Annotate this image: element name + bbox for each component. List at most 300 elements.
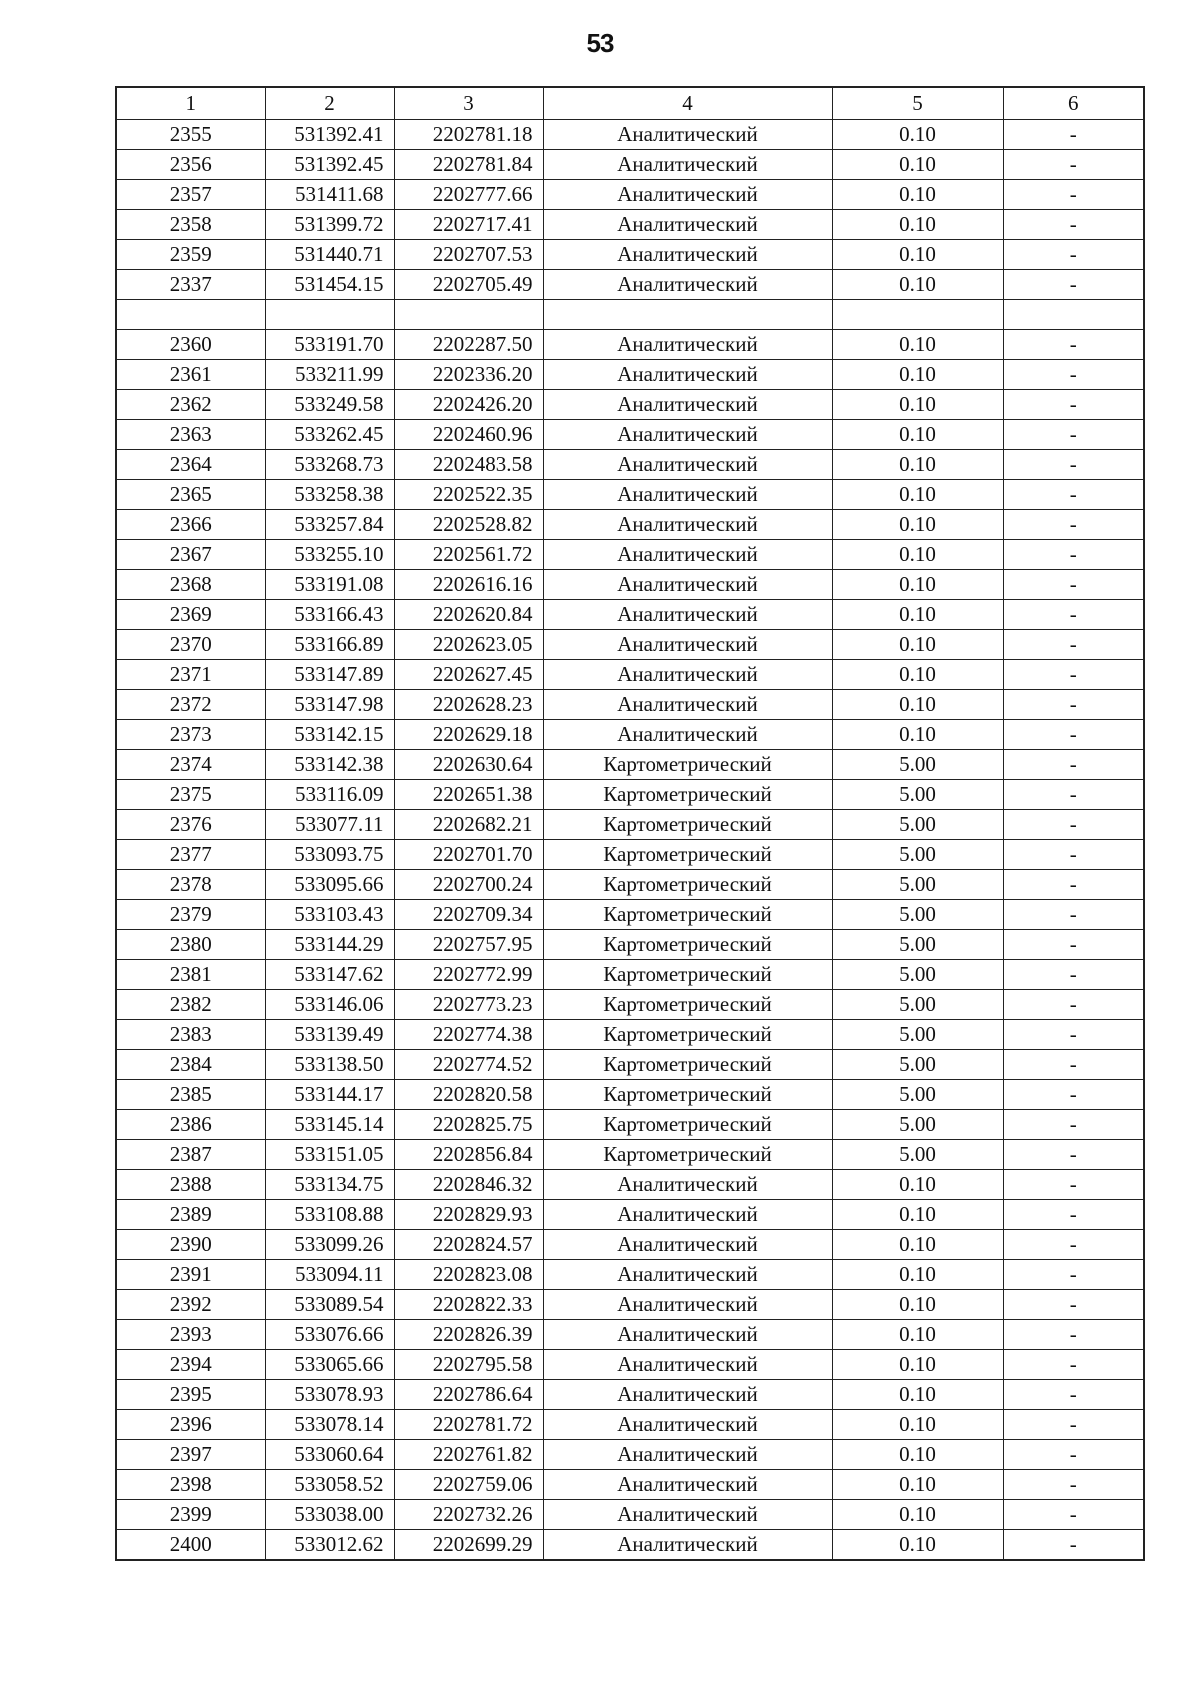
note-cell: - [1003,1320,1144,1350]
x-coordinate-cell: 533191.70 [265,330,394,360]
method-cell: Аналитический [543,390,832,420]
method-cell: Аналитический [543,510,832,540]
method-cell: Аналитический [543,480,832,510]
y-coordinate-cell: 2202699.29 [394,1530,543,1561]
point-number-cell: 2359 [116,240,265,270]
x-coordinate-cell: 533093.75 [265,840,394,870]
accuracy-cell: 0.10 [832,270,1003,300]
y-coordinate-cell: 2202732.26 [394,1500,543,1530]
accuracy-cell: 0.10 [832,420,1003,450]
x-coordinate-cell: 533268.73 [265,450,394,480]
x-coordinate-cell: 533138.50 [265,1050,394,1080]
table-row [116,390,1144,420]
note-cell: - [1003,870,1144,900]
method-cell: Картометрический [543,780,832,810]
table-row [116,870,1144,900]
table-row [116,360,1144,390]
method-cell: Аналитический [543,600,832,630]
table-row [116,780,1144,810]
table-row [116,420,1144,450]
table-body [116,120,1144,1561]
method-cell: Картометрический [543,1080,832,1110]
point-number-cell: 2384 [116,1050,265,1080]
note-cell: - [1003,1110,1144,1140]
point-number-cell: 2368 [116,570,265,600]
y-coordinate-cell: 2202651.38 [394,780,543,810]
accuracy-cell: 5.00 [832,990,1003,1020]
accuracy-cell: 5.00 [832,810,1003,840]
y-coordinate-cell: 2202627.45 [394,660,543,690]
y-coordinate-cell: 2202707.53 [394,240,543,270]
y-coordinate-cell: 2202757.95 [394,930,543,960]
accuracy-cell: 0.10 [832,1260,1003,1290]
accuracy-cell: 5.00 [832,1020,1003,1050]
method-cell: Аналитический [543,1170,832,1200]
table-row [116,570,1144,600]
column-header: 6 [1003,87,1144,120]
table-row [116,1050,1144,1080]
note-cell: - [1003,150,1144,180]
note-cell: - [1003,540,1144,570]
method-cell: Аналитический [543,360,832,390]
note-cell: - [1003,390,1144,420]
point-number-cell: 2364 [116,450,265,480]
point-number-cell: 2378 [116,870,265,900]
y-coordinate-cell: 2202700.24 [394,870,543,900]
table-row [116,1020,1144,1050]
note-cell: - [1003,240,1144,270]
accuracy-cell: 0.10 [832,120,1003,150]
method-cell: Картометрический [543,930,832,960]
accuracy-cell: 5.00 [832,1080,1003,1110]
y-coordinate-cell: 2202825.75 [394,1110,543,1140]
x-coordinate-cell: 531454.15 [265,270,394,300]
y-coordinate-cell: 2202528.82 [394,510,543,540]
x-coordinate-cell: 533147.89 [265,660,394,690]
y-coordinate-cell: 2202426.20 [394,390,543,420]
x-coordinate-cell: 533146.06 [265,990,394,1020]
accuracy-cell: 0.10 [832,450,1003,480]
x-coordinate-cell: 533166.43 [265,600,394,630]
accuracy-cell: 5.00 [832,1050,1003,1080]
accuracy-cell: 0.10 [832,1440,1003,1470]
y-coordinate-cell: 2202820.58 [394,1080,543,1110]
x-coordinate-cell: 533147.98 [265,690,394,720]
point-number-cell [116,300,265,330]
point-number-cell: 2337 [116,270,265,300]
point-number-cell: 2398 [116,1470,265,1500]
y-coordinate-cell: 2202781.72 [394,1410,543,1440]
x-coordinate-cell: 533151.05 [265,1140,394,1170]
point-number-cell: 2377 [116,840,265,870]
y-coordinate-cell: 2202774.38 [394,1020,543,1050]
table-row [116,1500,1144,1530]
table-row [116,1410,1144,1440]
point-number-cell: 2390 [116,1230,265,1260]
accuracy-cell: 0.10 [832,390,1003,420]
table-row [116,1320,1144,1350]
method-cell: Картометрический [543,870,832,900]
table-row [116,300,1144,330]
point-number-cell: 2387 [116,1140,265,1170]
note-cell: - [1003,660,1144,690]
y-coordinate-cell: 2202761.82 [394,1440,543,1470]
point-number-cell: 2367 [116,540,265,570]
point-number-cell: 2355 [116,120,265,150]
point-number-cell: 2375 [116,780,265,810]
table-row [116,1260,1144,1290]
x-coordinate-cell: 533191.08 [265,570,394,600]
x-coordinate-cell: 533144.17 [265,1080,394,1110]
table-row [116,720,1144,750]
y-coordinate-cell: 2202561.72 [394,540,543,570]
note-cell: - [1003,1530,1144,1561]
note-cell: - [1003,120,1144,150]
point-number-cell: 2365 [116,480,265,510]
table-row [116,1110,1144,1140]
note-cell: - [1003,1080,1144,1110]
x-coordinate-cell: 533134.75 [265,1170,394,1200]
x-coordinate-cell: 533147.62 [265,960,394,990]
accuracy-cell: 0.10 [832,1170,1003,1200]
note-cell: - [1003,600,1144,630]
point-number-cell: 2374 [116,750,265,780]
accuracy-cell: 0.10 [832,330,1003,360]
x-coordinate-cell: 533077.11 [265,810,394,840]
note-cell: - [1003,510,1144,540]
accuracy-cell: 0.10 [832,360,1003,390]
note-cell: - [1003,210,1144,240]
note-cell: - [1003,750,1144,780]
y-coordinate-cell: 2202629.18 [394,720,543,750]
point-number-cell: 2358 [116,210,265,240]
y-coordinate-cell: 2202701.70 [394,840,543,870]
x-coordinate-cell: 533257.84 [265,510,394,540]
point-number-cell: 2379 [116,900,265,930]
table-row [116,270,1144,300]
note-cell: - [1003,270,1144,300]
y-coordinate-cell: 2202287.50 [394,330,543,360]
table-row [116,150,1144,180]
point-number-cell: 2376 [116,810,265,840]
note-cell: - [1003,420,1144,450]
accuracy-cell: 5.00 [832,960,1003,990]
accuracy-cell: 5.00 [832,930,1003,960]
x-coordinate-cell: 533095.66 [265,870,394,900]
method-cell: Аналитический [543,270,832,300]
note-cell: - [1003,1020,1144,1050]
table-header-row [116,87,1144,120]
method-cell: Аналитический [543,630,832,660]
point-number-cell: 2392 [116,1290,265,1320]
method-cell: Аналитический [543,1230,832,1260]
y-coordinate-cell: 2202460.96 [394,420,543,450]
method-cell: Картометрический [543,1110,832,1140]
method-cell: Аналитический [543,1410,832,1440]
x-coordinate-cell: 533262.45 [265,420,394,450]
table-row [116,210,1144,240]
accuracy-cell: 5.00 [832,900,1003,930]
x-coordinate-cell: 533038.00 [265,1500,394,1530]
x-coordinate-cell: 533103.43 [265,900,394,930]
table-row [116,480,1144,510]
table-row [116,1080,1144,1110]
method-cell: Аналитический [543,1440,832,1470]
note-cell: - [1003,810,1144,840]
method-cell: Аналитический [543,1320,832,1350]
x-coordinate-cell: 533139.49 [265,1020,394,1050]
y-coordinate-cell: 2202824.57 [394,1230,543,1260]
method-cell: Картометрический [543,1020,832,1050]
note-cell: - [1003,480,1144,510]
point-number-cell: 2394 [116,1350,265,1380]
column-header: 4 [543,87,832,120]
note-cell: - [1003,1380,1144,1410]
accuracy-cell: 0.10 [832,240,1003,270]
table-row [116,330,1144,360]
accuracy-cell: 0.10 [832,510,1003,540]
accuracy-cell: 0.10 [832,600,1003,630]
table-row [116,690,1144,720]
method-cell: Аналитический [543,1290,832,1320]
table-row [116,840,1144,870]
table-row [116,120,1144,150]
y-coordinate-cell [394,300,543,330]
method-cell: Аналитический [543,330,832,360]
table-row [116,930,1144,960]
point-number-cell: 2370 [116,630,265,660]
x-coordinate-cell: 531411.68 [265,180,394,210]
point-number-cell: 2388 [116,1170,265,1200]
table-row [116,750,1144,780]
note-cell: - [1003,180,1144,210]
point-number-cell: 2393 [116,1320,265,1350]
column-header: 5 [832,87,1003,120]
accuracy-cell: 5.00 [832,1140,1003,1170]
note-cell: - [1003,930,1144,960]
method-cell: Аналитический [543,420,832,450]
method-cell: Аналитический [543,540,832,570]
column-header: 1 [116,87,265,120]
point-number-cell: 2357 [116,180,265,210]
table-row [116,810,1144,840]
accuracy-cell [832,300,1003,330]
note-cell: - [1003,720,1144,750]
accuracy-cell: 0.10 [832,1290,1003,1320]
y-coordinate-cell: 2202709.34 [394,900,543,930]
y-coordinate-cell: 2202823.08 [394,1260,543,1290]
column-header: 2 [265,87,394,120]
accuracy-cell: 5.00 [832,750,1003,780]
method-cell: Аналитический [543,120,832,150]
table-row [116,660,1144,690]
note-cell: - [1003,360,1144,390]
y-coordinate-cell: 2202781.18 [394,120,543,150]
note-cell: - [1003,1260,1144,1290]
y-coordinate-cell: 2202772.99 [394,960,543,990]
table-row [116,1170,1144,1200]
note-cell: - [1003,900,1144,930]
method-cell: Картометрический [543,1140,832,1170]
x-coordinate-cell: 531399.72 [265,210,394,240]
method-cell: Аналитический [543,1260,832,1290]
point-number-cell: 2363 [116,420,265,450]
method-cell: Аналитический [543,690,832,720]
method-cell: Аналитический [543,1530,832,1561]
point-number-cell: 2362 [116,390,265,420]
note-cell: - [1003,1050,1144,1080]
y-coordinate-cell: 2202786.64 [394,1380,543,1410]
point-number-cell: 2371 [116,660,265,690]
point-number-cell: 2386 [116,1110,265,1140]
point-number-cell: 2395 [116,1380,265,1410]
point-number-cell: 2399 [116,1500,265,1530]
note-cell: - [1003,450,1144,480]
y-coordinate-cell: 2202846.32 [394,1170,543,1200]
table-row [116,240,1144,270]
note-cell: - [1003,1350,1144,1380]
method-cell: Аналитический [543,210,832,240]
point-number-cell: 2385 [116,1080,265,1110]
method-cell: Аналитический [543,240,832,270]
y-coordinate-cell: 2202522.35 [394,480,543,510]
table-row [116,1440,1144,1470]
note-cell: - [1003,330,1144,360]
accuracy-cell: 5.00 [832,780,1003,810]
y-coordinate-cell: 2202682.21 [394,810,543,840]
y-coordinate-cell: 2202774.52 [394,1050,543,1080]
method-cell: Аналитический [543,720,832,750]
y-coordinate-cell: 2202856.84 [394,1140,543,1170]
table-row [116,1200,1144,1230]
method-cell: Аналитический [543,1200,832,1230]
table-row [116,1140,1144,1170]
y-coordinate-cell: 2202759.06 [394,1470,543,1500]
table-row [116,1380,1144,1410]
table-row [116,180,1144,210]
accuracy-cell: 0.10 [832,540,1003,570]
note-cell: - [1003,1170,1144,1200]
method-cell: Аналитический [543,1380,832,1410]
point-number-cell: 2389 [116,1200,265,1230]
x-coordinate-cell: 533166.89 [265,630,394,660]
page-number: 53 [586,28,614,58]
method-cell: Картометрический [543,900,832,930]
note-cell: - [1003,1290,1144,1320]
accuracy-cell: 0.10 [832,660,1003,690]
x-coordinate-cell: 533058.52 [265,1470,394,1500]
x-coordinate-cell: 533249.58 [265,390,394,420]
method-cell: Картометрический [543,960,832,990]
x-coordinate-cell: 533142.38 [265,750,394,780]
table-row [116,990,1144,1020]
point-number-cell: 2391 [116,1260,265,1290]
x-coordinate-cell: 533065.66 [265,1350,394,1380]
y-coordinate-cell: 2202336.20 [394,360,543,390]
method-cell: Аналитический [543,150,832,180]
accuracy-cell: 0.10 [832,1350,1003,1380]
y-coordinate-cell: 2202822.33 [394,1290,543,1320]
accuracy-cell: 0.10 [832,570,1003,600]
table-row [116,1230,1144,1260]
method-cell: Картометрический [543,750,832,780]
method-cell: Картометрический [543,990,832,1020]
note-cell: - [1003,840,1144,870]
note-cell: - [1003,630,1144,660]
accuracy-cell: 0.10 [832,630,1003,660]
note-cell: - [1003,690,1144,720]
x-coordinate-cell: 533076.66 [265,1320,394,1350]
method-cell: Аналитический [543,1470,832,1500]
accuracy-cell: 0.10 [832,480,1003,510]
x-coordinate-cell: 533099.26 [265,1230,394,1260]
x-coordinate-cell: 533142.15 [265,720,394,750]
accuracy-cell: 5.00 [832,870,1003,900]
point-number-cell: 2360 [116,330,265,360]
point-number-cell: 2380 [116,930,265,960]
table-row [116,1350,1144,1380]
y-coordinate-cell: 2202705.49 [394,270,543,300]
y-coordinate-cell: 2202616.16 [394,570,543,600]
x-coordinate-cell: 531392.41 [265,120,394,150]
point-number-cell: 2366 [116,510,265,540]
method-cell: Картометрический [543,840,832,870]
table-row [116,630,1144,660]
accuracy-cell: 0.10 [832,720,1003,750]
x-coordinate-cell: 533060.64 [265,1440,394,1470]
point-number-cell: 2397 [116,1440,265,1470]
accuracy-cell: 0.10 [832,1380,1003,1410]
accuracy-cell: 0.10 [832,150,1003,180]
point-number-cell: 2396 [116,1410,265,1440]
note-cell: - [1003,1440,1144,1470]
accuracy-cell: 5.00 [832,1110,1003,1140]
table-row [116,450,1144,480]
table-row [116,1290,1144,1320]
y-coordinate-cell: 2202777.66 [394,180,543,210]
accuracy-cell: 0.10 [832,1230,1003,1260]
x-coordinate-cell: 533145.14 [265,1110,394,1140]
coordinates-table [115,86,1145,1561]
y-coordinate-cell: 2202795.58 [394,1350,543,1380]
x-coordinate-cell: 533094.11 [265,1260,394,1290]
x-coordinate-cell: 533144.29 [265,930,394,960]
y-coordinate-cell: 2202483.58 [394,450,543,480]
note-cell: - [1003,960,1144,990]
x-coordinate-cell: 533078.14 [265,1410,394,1440]
method-cell: Картометрический [543,1050,832,1080]
accuracy-cell: 5.00 [832,840,1003,870]
accuracy-cell: 0.10 [832,210,1003,240]
point-number-cell: 2400 [116,1530,265,1561]
accuracy-cell: 0.10 [832,1320,1003,1350]
y-coordinate-cell: 2202630.64 [394,750,543,780]
x-coordinate-cell [265,300,394,330]
x-coordinate-cell: 531392.45 [265,150,394,180]
y-coordinate-cell: 2202623.05 [394,630,543,660]
accuracy-cell: 0.10 [832,180,1003,210]
note-cell: - [1003,990,1144,1020]
note-cell: - [1003,1500,1144,1530]
accuracy-cell: 0.10 [832,1470,1003,1500]
accuracy-cell: 0.10 [832,690,1003,720]
y-coordinate-cell: 2202620.84 [394,600,543,630]
point-number-cell: 2361 [116,360,265,390]
y-coordinate-cell: 2202773.23 [394,990,543,1020]
method-cell: Аналитический [543,570,832,600]
x-coordinate-cell: 533116.09 [265,780,394,810]
point-number-cell: 2356 [116,150,265,180]
